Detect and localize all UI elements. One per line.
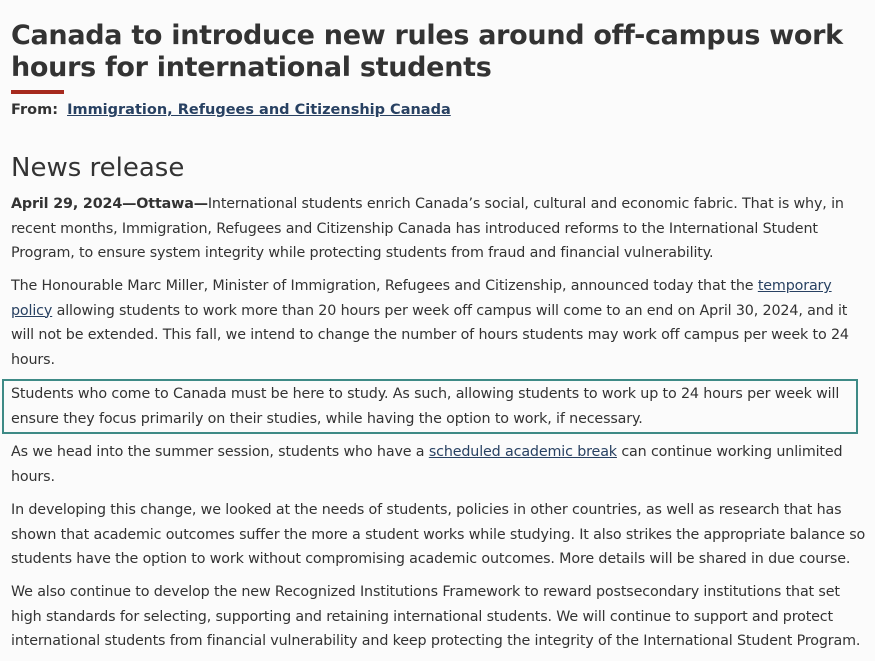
paragraph-research: In developing this change, we looked at the needs of students, policies in other countries, as well as research that has shown that academic outcomes suffer the more a student works while studying. It also strikes the appropriate balance so students have the option to work without compromising academic outcomes. More details will be shared in due course. <box>11 502 866 567</box>
paragraph-framework: We also continue to develop the new Recognized Institutions Framework to reward postsecondary institutions that set high standards for selecting, supporting and retaining international students. We will continue to support and protect international students from financial vulnerability and keep protecting the integrity of the International Student Program. <box>11 584 861 649</box>
paragraph-announcement-text-after: allowing students to work more than 20 hours per week off campus will come to an end on April 30, 2024, and it will not be extended. This fall, we intend to change the number of hours students may work off campus per week to 24 hours. <box>11 302 849 368</box>
from-line <box>11 102 451 118</box>
paragraph-intro-text: International students enrich Canada’s social, cultural and economic fabric. That is why, in recent months, Immigration, Refugees and Citizenship Canada has introduced reforms to the International Student Program, to ensure system integrity while protecting students from fraud and financial vulnerability. <box>11 196 844 261</box>
paragraph-announcement-text-before: The Honourable Marc Miller, Minister of Immigration, Refugees and Citizenship, announced today that the <box>11 278 758 294</box>
paragraph-summer-text-before: As we head into the summer session, students who have a <box>11 444 429 460</box>
department-link[interactable]: Immigration, Refugees and Citizenship Canada <box>67 102 451 118</box>
dateline: April 29, 2024—Ottawa— <box>11 196 208 212</box>
temporary-policy-link[interactable]: temporary policy <box>11 278 832 319</box>
paragraph-summer-text-after: can continue working unlimited hours. <box>11 444 843 485</box>
paragraph-intro <box>11 192 866 266</box>
section-heading-news-release: News release <box>11 153 185 183</box>
paragraph-summer-session <box>11 440 866 489</box>
page-title: Canada to introduce new rules around off-campus work hours for international students <box>11 20 843 83</box>
from-label: From: <box>11 102 58 118</box>
title-underline-rule <box>11 90 64 94</box>
scheduled-academic-break-link[interactable]: scheduled academic break <box>428 444 617 460</box>
paragraph-highlighted-quote: Students who come to Canada must be here to study. As such, allowing students to work up to 24 hours per week will ensure they focus primarily on their studies, while having the option to work, if necessary. <box>11 386 840 427</box>
paragraph-announcement <box>11 274 866 372</box>
